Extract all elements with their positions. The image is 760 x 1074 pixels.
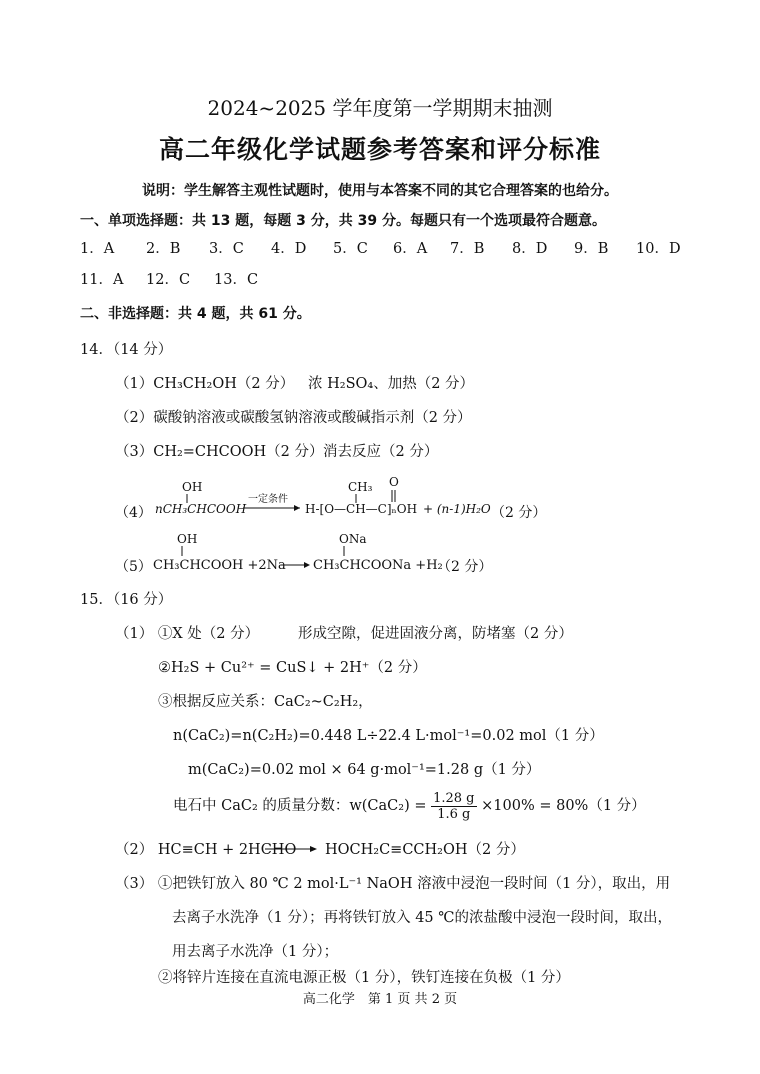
answer-7: 7．B	[450, 241, 485, 257]
page-footer: 高二化学 第 1 页 共 2 页	[302, 992, 458, 1007]
q15-part3-line2: 去离子水洗净（1 分）；再将铁钉放入 45 ℃的浓盐酸中浸泡一段时间，取出，	[172, 910, 672, 926]
answer-2: 2．B	[146, 241, 181, 257]
q14-part1-answer: （1）CH₃CH₂OH（2 分）	[115, 376, 295, 392]
q15-part3-line4: ②将锌片连接在直流电源正极（1 分），铁钉连接在负极（1 分）	[158, 970, 570, 986]
q15-part1-mass-fraction	[173, 788, 646, 824]
section1-heading: 一、单项选择题：共 13 题，每题 3 分，共 39 分。每题只有一个选项最符合题意。	[80, 213, 606, 229]
fraction-denominator: 1.6 g	[437, 806, 471, 822]
exam-term-title: 2024~2025 学年度第一学期期末抽测	[207, 96, 553, 120]
q15-part1-b: 形成空隙，促进固液分离，防堵塞（2 分）	[298, 626, 573, 642]
reaction-arrow-icon	[263, 843, 319, 855]
q15-part3-line1: （3） ①把铁钉放入 80 ℃ 2 mol·L⁻¹ NaOH 溶液中浸泡一段时间（1 分），取出，用	[115, 876, 671, 892]
reaction-condition: 一定条件	[248, 494, 288, 505]
q15-part1-relation: ③根据反应关系：CaC₂~C₂H₂，	[158, 694, 373, 710]
answer-9: 9．B	[574, 241, 609, 257]
q14-part5-number: （5）	[115, 559, 152, 575]
q14-part4-score: （2 分）	[491, 505, 547, 521]
q15-part1-moles: n(CaC₂)=n(C₂H₂)=0.448 L÷22.4 L·mol⁻¹=0.02 mol（1 分）	[173, 728, 604, 744]
q15-part1-a: （1） ①X 处（2 分）	[115, 626, 260, 642]
fraction-numerator: 1.28 g	[433, 790, 475, 806]
answer-4: 4．D	[271, 241, 307, 257]
ona-label: ONa	[339, 532, 367, 546]
q15-label: 15．（16 分）	[80, 592, 173, 608]
ch3-label: CH₃	[348, 480, 373, 494]
carbonyl-o-label: O	[389, 475, 399, 489]
oh-label: OH	[177, 532, 198, 546]
q15-part2-reactants: （2） HC≡CH + 2HCHO	[115, 842, 297, 858]
mass-fraction-result: ×100% = 80%（1 分）	[481, 798, 646, 814]
reaction-arrow-icon	[294, 505, 300, 511]
answer-11: 11．A	[80, 272, 124, 288]
q14-part5-score: （2 分）	[437, 559, 493, 575]
answer-10: 10．D	[636, 241, 681, 257]
answer-5: 5．C	[333, 241, 368, 257]
answer-12: 12．C	[146, 272, 191, 288]
q15-part2-product: HOCH₂C≡CCH₂OH（2 分）	[325, 842, 525, 858]
answer-1: 1．A	[80, 241, 115, 257]
answer-key-title: 高二年级化学试题参考答案和评分标准	[158, 135, 601, 164]
oh-label: OH	[182, 480, 203, 494]
q15-part3-line3: 用去离子水洗净（1 分）；	[172, 944, 339, 960]
q14-label: 14．（14 分）	[80, 342, 173, 358]
reaction-arrow-icon	[304, 562, 310, 568]
mass-fraction-label: 电石中 CaC₂ 的质量分数：w(CaC₂) =	[173, 798, 427, 814]
answer-8: 8．D	[512, 241, 548, 257]
answers-row-1	[80, 237, 690, 259]
q14-part4-water: + (n-1)H₂O	[423, 502, 491, 516]
q14-part1-condition: 浓 H₂SO₄、加热（2 分）	[308, 376, 475, 392]
q14-part5-product: CH₃CHCOONa +H₂	[313, 558, 443, 573]
q14-part4-equation	[115, 474, 575, 526]
q14-part2-answer: （2）碳酸钠溶液或碳酸氢钠溶液或酸碱指示剂（2 分）	[115, 410, 472, 426]
q14-part4-number: （4）	[115, 505, 152, 521]
q14-part4-product: H-[O—CH—C]ₙOH	[305, 502, 418, 516]
q14-part5-reactant: CH₃CHCOOH +2Na	[153, 558, 286, 573]
grading-note: 说明：学生解答主观性试题时，使用与本答案不同的其它合理答案的也给分。	[142, 183, 618, 199]
answer-3: 3．C	[209, 241, 244, 257]
q14-part3-answer: （3）CH₂=CHCOOH（2 分）	[115, 444, 324, 460]
q15-part1-ionic-equation: ②H₂S + Cu²⁺ = CuS↓ + 2H⁺（2 分）	[158, 660, 427, 676]
q14-part5-equation	[115, 528, 575, 576]
answer-13: 13．C	[214, 272, 259, 288]
q15-part1-mass: m(CaC₂)=0.02 mol × 64 g·mol⁻¹=1.28 g（1 分）	[188, 762, 541, 778]
answer-6: 6．A	[393, 241, 428, 257]
q14-part3-reaction-type: 消去反应（2 分）	[323, 444, 439, 460]
mass-fraction-fraction	[431, 791, 476, 822]
q14-part4-reactant: nCH₃CHCOOH	[155, 502, 247, 516]
answers-row-2	[80, 268, 380, 290]
section2-heading: 二、非选择题：共 4 题，共 61 分。	[80, 306, 311, 322]
